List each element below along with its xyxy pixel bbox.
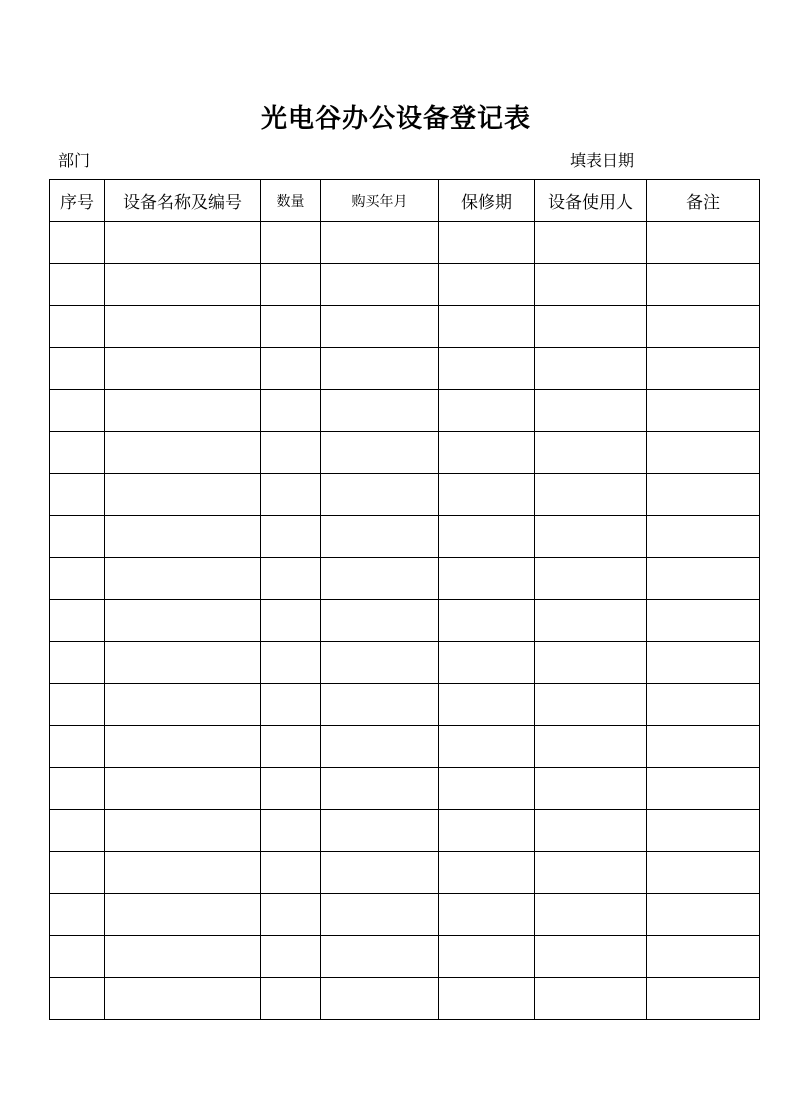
table-cell — [321, 978, 439, 1020]
table-cell — [321, 222, 439, 264]
table-cell — [261, 642, 321, 684]
column-header-quantity: 数量 — [261, 180, 321, 222]
table-cell — [261, 516, 321, 558]
table-row — [50, 264, 760, 306]
table-cell — [105, 348, 261, 390]
table-cell — [535, 390, 647, 432]
table-cell — [647, 768, 760, 810]
table-cell — [647, 306, 760, 348]
column-header-equipment-name: 设备名称及编号 — [105, 180, 261, 222]
table-cell — [535, 642, 647, 684]
table-row — [50, 516, 760, 558]
table-cell — [647, 348, 760, 390]
table-cell — [439, 768, 535, 810]
table-cell — [50, 810, 105, 852]
table-cell — [261, 558, 321, 600]
table-cell — [105, 390, 261, 432]
table-row — [50, 600, 760, 642]
table-cell — [105, 978, 261, 1020]
table-cell — [535, 348, 647, 390]
table-row — [50, 768, 760, 810]
table-cell — [321, 642, 439, 684]
table-header-row — [50, 180, 760, 222]
column-header-warranty: 保修期 — [439, 180, 535, 222]
table-cell — [105, 516, 261, 558]
table-cell — [105, 726, 261, 768]
table-cell — [535, 600, 647, 642]
table-cell — [321, 894, 439, 936]
table-cell — [105, 432, 261, 474]
table-cell — [535, 516, 647, 558]
table-cell — [321, 936, 439, 978]
table-row — [50, 810, 760, 852]
table-cell — [261, 936, 321, 978]
table-cell — [261, 432, 321, 474]
table-cell — [439, 558, 535, 600]
table-cell — [105, 222, 261, 264]
table-cell — [439, 264, 535, 306]
fill-date-label: 填表日期 — [570, 151, 635, 170]
table-cell — [321, 558, 439, 600]
table-cell — [105, 474, 261, 516]
table-cell — [105, 264, 261, 306]
table-row — [50, 558, 760, 600]
table-cell — [647, 516, 760, 558]
table-row — [50, 726, 760, 768]
table-row — [50, 474, 760, 516]
table-cell — [647, 642, 760, 684]
table-cell — [439, 978, 535, 1020]
table-cell — [261, 600, 321, 642]
table-cell — [261, 852, 321, 894]
table-cell — [50, 558, 105, 600]
table-row — [50, 306, 760, 348]
table-cell — [50, 306, 105, 348]
department-label: 部门 — [58, 151, 91, 170]
table-cell — [261, 474, 321, 516]
table-cell — [105, 894, 261, 936]
table-cell — [105, 852, 261, 894]
table-cell — [647, 558, 760, 600]
table-cell — [535, 810, 647, 852]
table-row — [50, 348, 760, 390]
table-cell — [439, 600, 535, 642]
table-cell — [647, 894, 760, 936]
table-cell — [321, 684, 439, 726]
table-cell — [50, 264, 105, 306]
table-cell — [105, 600, 261, 642]
table-cell — [50, 348, 105, 390]
table-row — [50, 432, 760, 474]
table-cell — [105, 684, 261, 726]
table-cell — [105, 768, 261, 810]
table-cell — [50, 768, 105, 810]
table-row — [50, 684, 760, 726]
table-cell — [535, 306, 647, 348]
table-cell — [535, 726, 647, 768]
table-cell — [535, 894, 647, 936]
table-cell — [439, 432, 535, 474]
page-title: 光电谷办公设备登记表 — [260, 104, 531, 134]
column-header-purchase-date: 购买年月 — [321, 180, 439, 222]
table-cell — [50, 726, 105, 768]
table-cell — [321, 348, 439, 390]
table-cell — [439, 810, 535, 852]
table-cell — [261, 768, 321, 810]
table-cell — [647, 936, 760, 978]
column-header-user: 设备使用人 — [535, 180, 647, 222]
table-cell — [535, 852, 647, 894]
table-cell — [50, 390, 105, 432]
table-cell — [535, 264, 647, 306]
table-cell — [535, 558, 647, 600]
table-cell — [105, 558, 261, 600]
table-cell — [321, 726, 439, 768]
table-cell — [439, 894, 535, 936]
table-cell — [535, 978, 647, 1020]
table-cell — [439, 390, 535, 432]
table-cell — [647, 978, 760, 1020]
table-cell — [105, 306, 261, 348]
table-cell — [535, 936, 647, 978]
table-row — [50, 852, 760, 894]
table-row — [50, 222, 760, 264]
table-row — [50, 642, 760, 684]
table-cell — [261, 978, 321, 1020]
table-cell — [439, 642, 535, 684]
table-body — [50, 222, 760, 1020]
table-cell — [261, 726, 321, 768]
table-cell — [647, 474, 760, 516]
table-cell — [105, 642, 261, 684]
table-cell — [105, 936, 261, 978]
table-cell — [321, 600, 439, 642]
table-cell — [439, 474, 535, 516]
table-cell — [50, 642, 105, 684]
table-cell — [535, 684, 647, 726]
table-cell — [321, 852, 439, 894]
table-row — [50, 978, 760, 1020]
table-cell — [647, 684, 760, 726]
table-cell — [439, 726, 535, 768]
table-cell — [647, 432, 760, 474]
table-cell — [321, 264, 439, 306]
table-cell — [647, 726, 760, 768]
table-cell — [439, 684, 535, 726]
table-cell — [321, 306, 439, 348]
table-cell — [50, 222, 105, 264]
table-cell — [321, 768, 439, 810]
table-cell — [261, 390, 321, 432]
table-cell — [647, 390, 760, 432]
table-cell — [261, 348, 321, 390]
table-row — [50, 936, 760, 978]
equipment-register-table — [49, 179, 760, 1020]
table-cell — [261, 222, 321, 264]
table-cell — [647, 600, 760, 642]
table-cell — [261, 264, 321, 306]
table-cell — [261, 684, 321, 726]
table-cell — [439, 936, 535, 978]
table-cell — [261, 810, 321, 852]
table-cell — [439, 348, 535, 390]
table-cell — [535, 432, 647, 474]
table-cell — [50, 936, 105, 978]
table-cell — [647, 264, 760, 306]
column-header-serial: 序号 — [50, 180, 105, 222]
table-cell — [50, 600, 105, 642]
table-cell — [50, 516, 105, 558]
table-cell — [50, 474, 105, 516]
table-cell — [50, 684, 105, 726]
table-cell — [439, 852, 535, 894]
table-cell — [647, 222, 760, 264]
table-cell — [50, 894, 105, 936]
table-cell — [647, 852, 760, 894]
table-cell — [535, 222, 647, 264]
table-cell — [535, 768, 647, 810]
table-cell — [321, 390, 439, 432]
table-cell — [647, 810, 760, 852]
table-cell — [535, 474, 647, 516]
table-cell — [321, 516, 439, 558]
table-cell — [439, 516, 535, 558]
table-cell — [105, 810, 261, 852]
table-row — [50, 390, 760, 432]
table-cell — [50, 432, 105, 474]
table-cell — [321, 432, 439, 474]
table-cell — [50, 978, 105, 1020]
table-cell — [321, 810, 439, 852]
table-cell — [439, 222, 535, 264]
table-cell — [321, 474, 439, 516]
table-cell — [439, 306, 535, 348]
table-cell — [261, 894, 321, 936]
table-row — [50, 894, 760, 936]
column-header-remarks: 备注 — [647, 180, 760, 222]
table-cell — [261, 306, 321, 348]
table-cell — [50, 852, 105, 894]
